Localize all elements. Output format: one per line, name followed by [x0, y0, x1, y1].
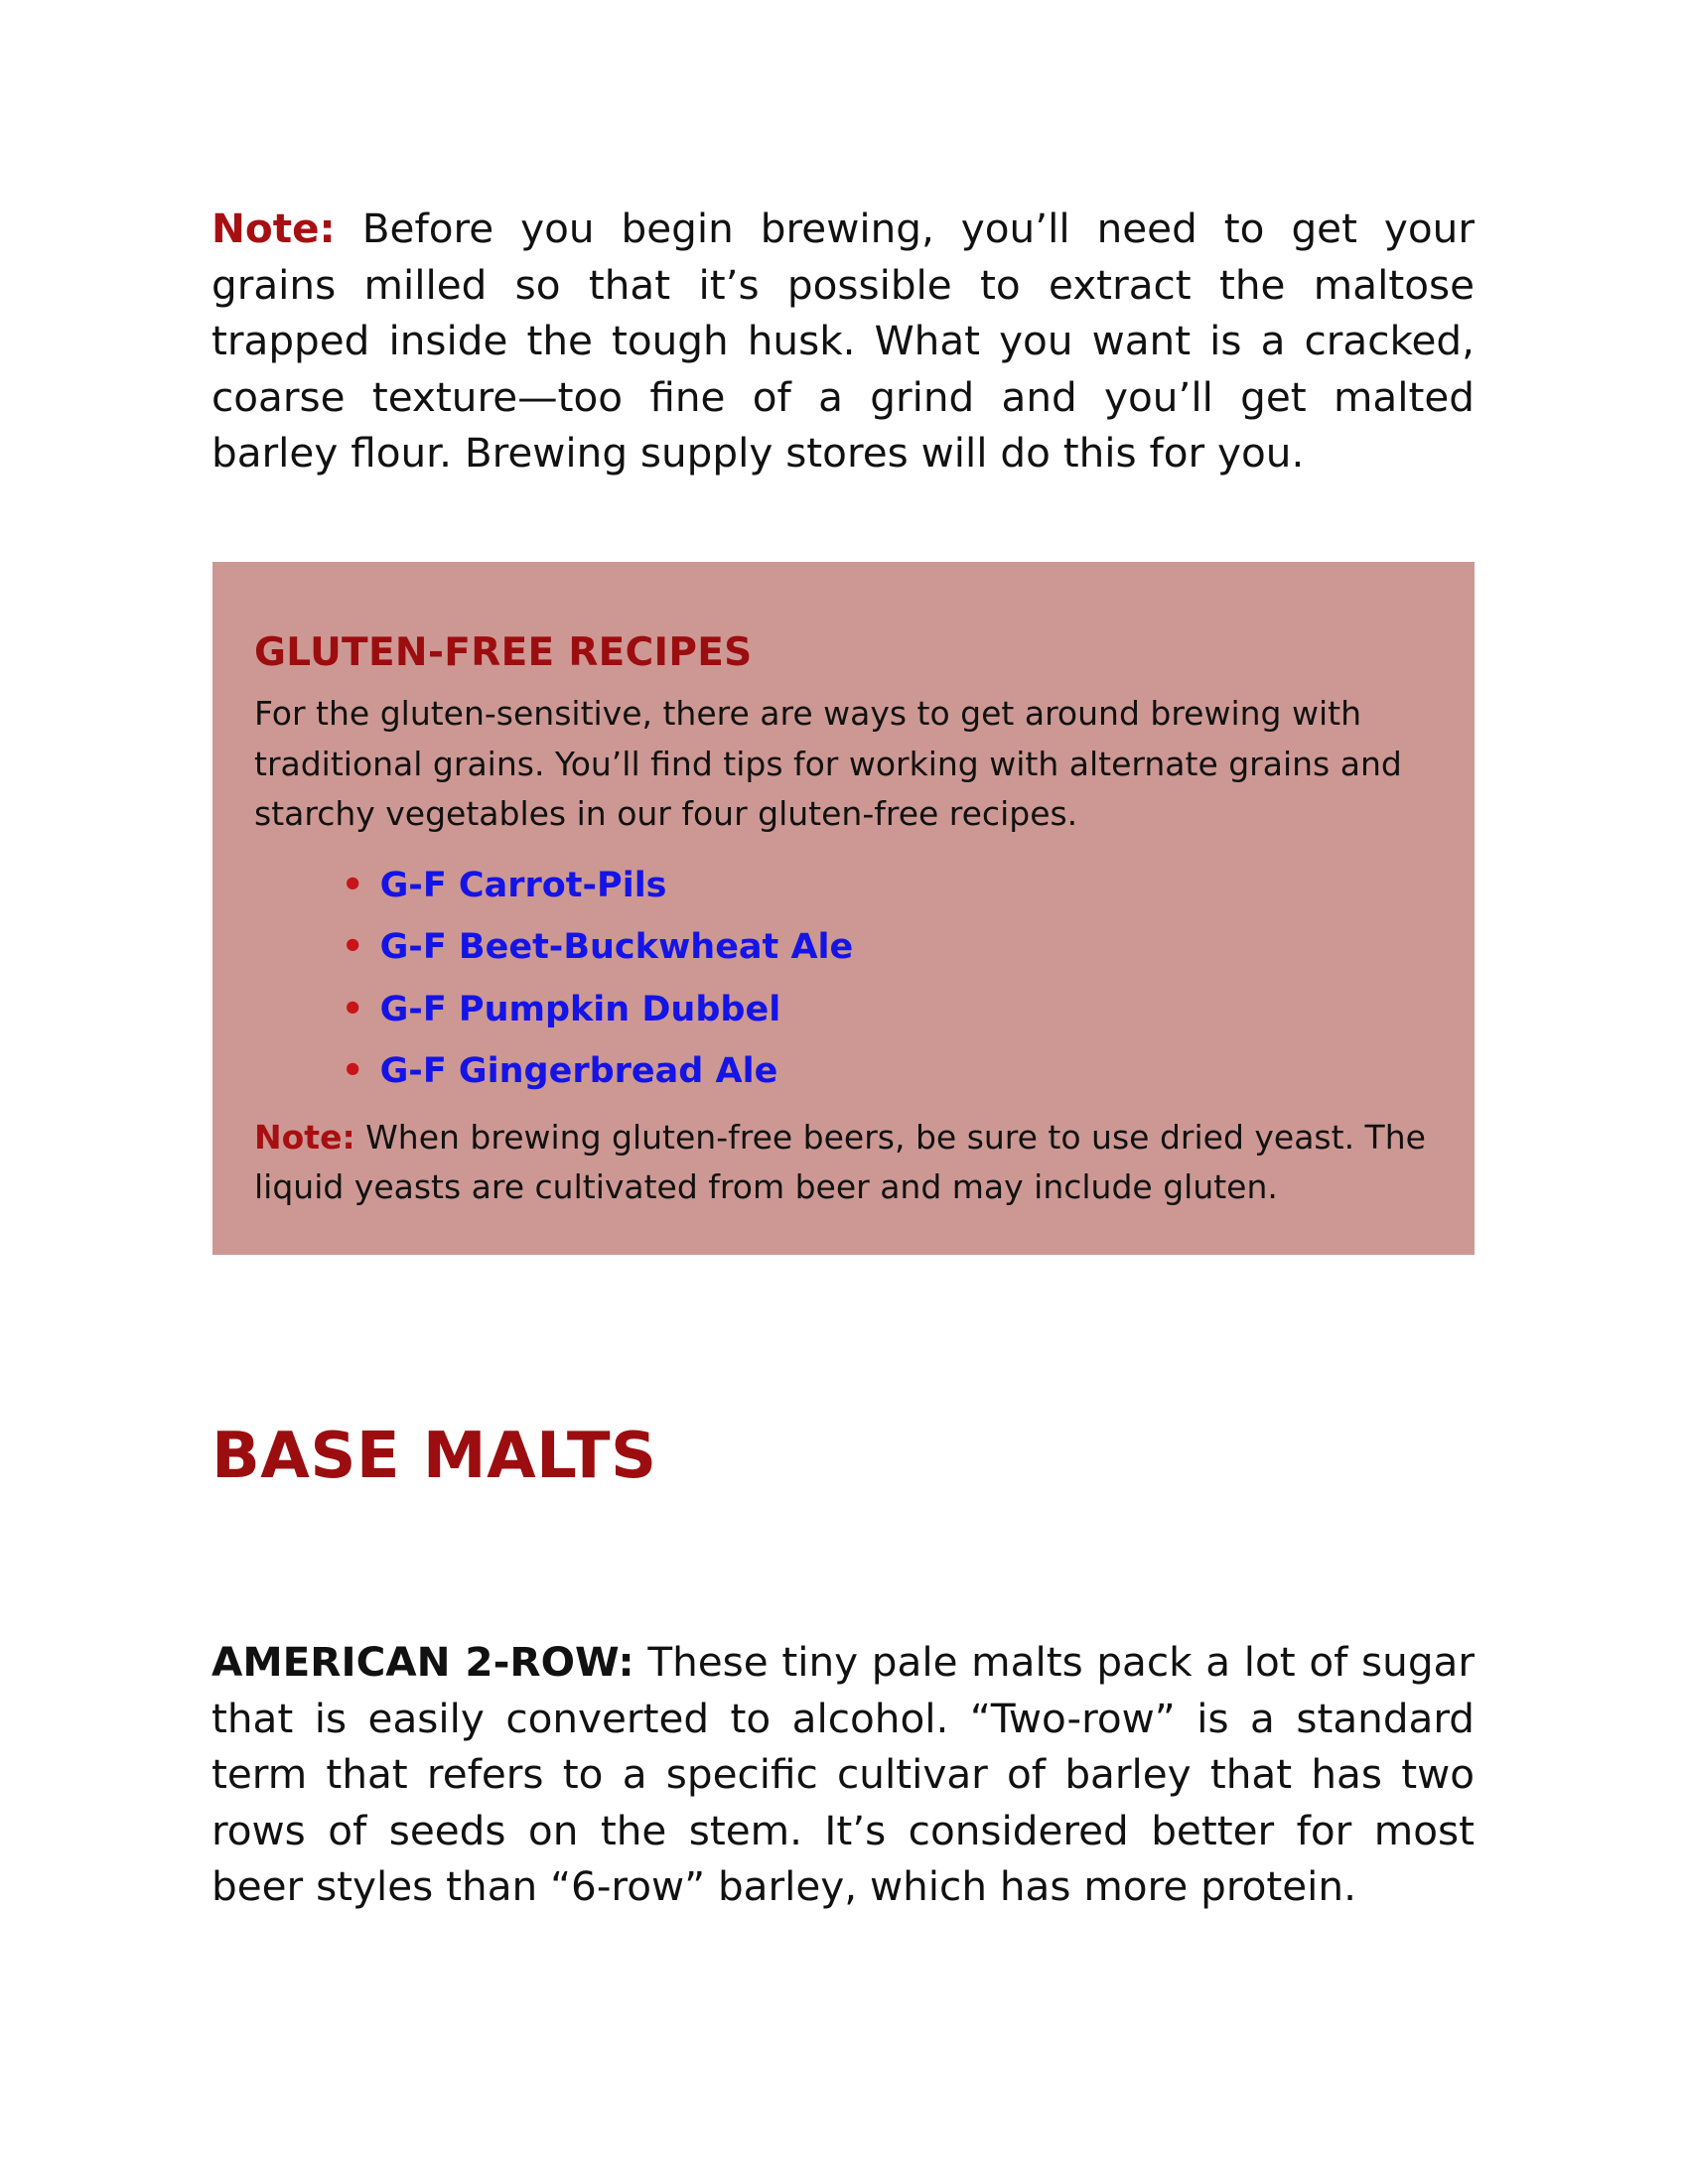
recipe-link-pumpkin-dubbel[interactable]: G-F Pumpkin Dubbel — [379, 989, 781, 1029]
list-item — [342, 979, 1435, 1041]
bullet-icon: • — [342, 989, 364, 1029]
american-2row-label: AMERICAN 2-ROW: — [211, 1638, 634, 1686]
list-item — [342, 855, 1435, 917]
sidebar-title: GLUTEN-FREE RECIPES — [254, 630, 753, 675]
note-label: Note: — [211, 205, 336, 252]
list-item — [342, 1040, 1435, 1103]
bullet-icon: • — [342, 927, 364, 967]
american-2row-text: These tiny pale malts pack a lot of sugar that is easily converted to alcohol. “Two-row” is a standard term that refers to a specific cultivar of barley that has two rows of seeds on the stem. It’s considered better for most beer styles than “6-row” barley, which has more protein. — [211, 1638, 1475, 1910]
list-item — [342, 916, 1435, 979]
intro-note-paragraph — [211, 201, 1475, 481]
sidebar-note-text: When brewing gluten-free beers, be sure to use dried yeast. The liquid yeasts are cultivated from beer and may include gluten. — [254, 1117, 1426, 1206]
sidebar-note — [254, 1113, 1435, 1213]
recipe-link-gingerbread-ale[interactable]: G-F Gingerbread Ale — [379, 1051, 778, 1091]
recipe-list — [254, 855, 1435, 1103]
section-title: BASE MALTS — [211, 1420, 657, 1493]
recipe-link-beet-buckwheat-ale[interactable]: G-F Beet-Buckwheat Ale — [379, 927, 854, 967]
note-label: Note: — [254, 1117, 355, 1157]
bullet-icon: • — [342, 1051, 364, 1091]
gluten-free-sidebar — [212, 562, 1475, 1255]
bullet-icon: • — [342, 865, 364, 905]
intro-note-text: Before you begin brewing, you’ll need to get your grains milled so that it’s possible to extract the maltose trapped inside the tough husk. What you want is a cracked, coarse texture—too fine of a grind and you’ll get malted barley flour. Brewing supply stores will do this for you. — [211, 205, 1475, 477]
recipe-link-carrot-pils[interactable]: G-F Carrot-Pils — [379, 865, 667, 905]
sidebar-intro: For the gluten-sensitive, there are ways to get around brewing with traditional grains. You’ll find tips for working with alternate grains and starchy vegetables in our four gluten-free recipes. — [254, 694, 1402, 833]
american-2row-paragraph — [211, 1634, 1475, 1915]
